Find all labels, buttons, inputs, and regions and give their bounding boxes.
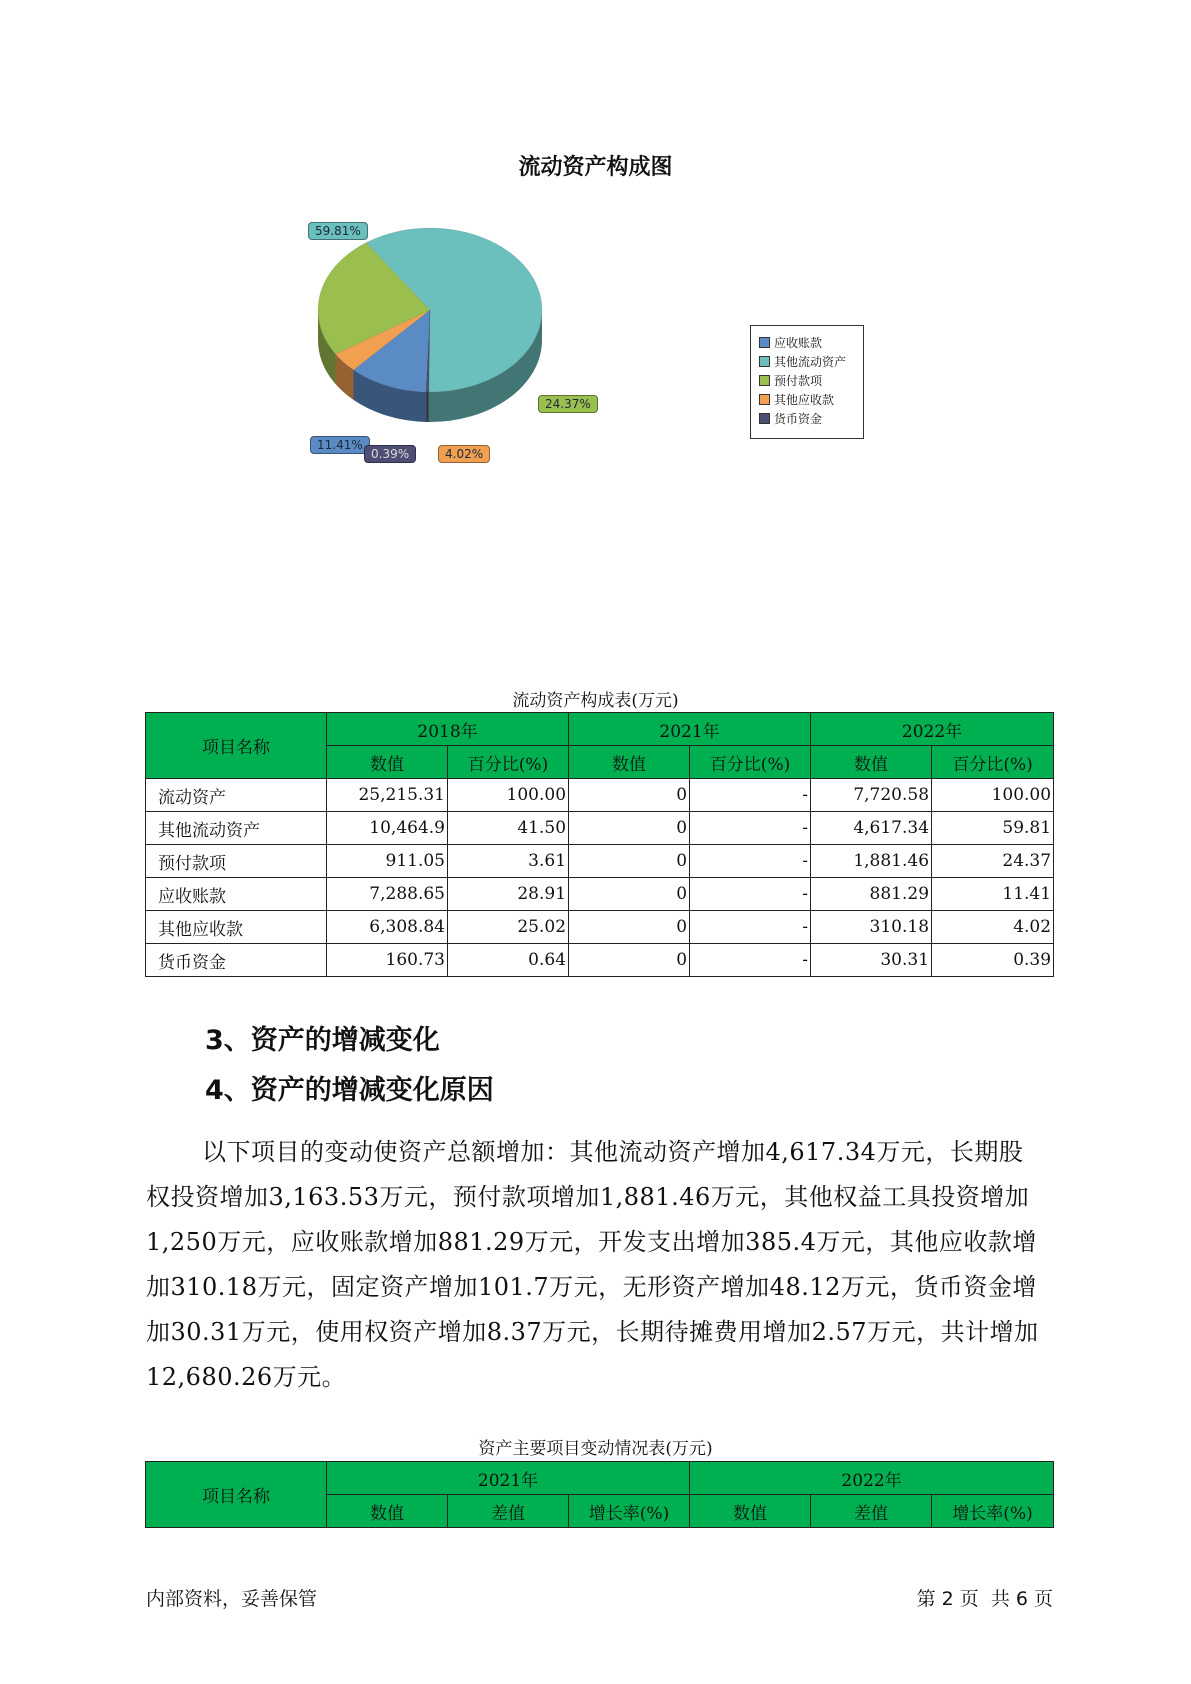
cell: 11.41 bbox=[932, 878, 1054, 911]
legend-item bbox=[759, 353, 846, 371]
cell: 0 bbox=[569, 845, 690, 878]
header-sub: 增长率(%) bbox=[932, 1495, 1054, 1528]
header-sub: 数值 bbox=[690, 1495, 811, 1528]
table-row bbox=[146, 944, 1054, 977]
row-name: 其他应收款 bbox=[146, 911, 327, 944]
row-name: 预付款项 bbox=[146, 845, 327, 878]
asset-change-table bbox=[145, 1461, 1054, 1528]
row-name: 货币资金 bbox=[146, 944, 327, 977]
header-sub: 差值 bbox=[811, 1495, 932, 1528]
header-item-name: 项目名称 bbox=[146, 713, 327, 779]
header-sub: 百分比(%) bbox=[932, 746, 1054, 779]
row-name: 应收账款 bbox=[146, 878, 327, 911]
header-sub: 差值 bbox=[448, 1495, 569, 1528]
header-sub: 数值 bbox=[811, 746, 932, 779]
pie-label-accounts-receivable: 11.41% bbox=[310, 436, 370, 454]
cell: 100.00 bbox=[448, 779, 569, 812]
table-row bbox=[146, 779, 1054, 812]
pie-label-other-current-assets: 59.81% bbox=[308, 222, 368, 240]
cell: - bbox=[690, 878, 811, 911]
cell: 10,464.9 bbox=[327, 812, 448, 845]
cell: - bbox=[690, 944, 811, 977]
cell: - bbox=[690, 911, 811, 944]
header-year: 2021年 bbox=[569, 713, 811, 746]
table2-caption: 资产主要项目变动情况表(万元) bbox=[478, 1439, 713, 1459]
cell: - bbox=[690, 845, 811, 878]
header-sub: 数值 bbox=[327, 1495, 448, 1528]
header-sub: 百分比(%) bbox=[690, 746, 811, 779]
table-row bbox=[146, 845, 1054, 878]
header-year: 2021年 bbox=[327, 1462, 690, 1495]
cell: - bbox=[690, 812, 811, 845]
header-year: 2022年 bbox=[811, 713, 1054, 746]
header-sub: 数值 bbox=[569, 746, 690, 779]
pie-label-other-receivables: 4.02% bbox=[438, 445, 490, 463]
legend-item bbox=[759, 391, 834, 409]
cell: 0 bbox=[569, 911, 690, 944]
cell: 1,881.46 bbox=[811, 845, 932, 878]
header-year: 2022年 bbox=[690, 1462, 1054, 1495]
cell: 0 bbox=[569, 812, 690, 845]
table1-caption: 流动资产构成表(万元) bbox=[512, 691, 679, 711]
header-year: 2018年 bbox=[327, 713, 569, 746]
section-heading-3: 3、资产的增减变化 bbox=[205, 1025, 440, 1056]
footer-confidential: 内部资料，妥善保管 bbox=[146, 1588, 318, 1610]
pie-label-prepayments: 24.37% bbox=[538, 395, 598, 413]
legend-swatch bbox=[759, 337, 770, 348]
cell: 4,617.34 bbox=[811, 812, 932, 845]
section-heading-4: 4、资产的增减变化原因 bbox=[205, 1075, 494, 1106]
cell: 881.29 bbox=[811, 878, 932, 911]
chart-title: 流动资产构成图 bbox=[518, 155, 673, 180]
legend-swatch bbox=[759, 375, 770, 386]
cell: 28.91 bbox=[448, 878, 569, 911]
legend-label: 预付款项 bbox=[774, 374, 823, 388]
row-name: 其他流动资产 bbox=[146, 812, 327, 845]
cell: - bbox=[690, 779, 811, 812]
cell: 4.02 bbox=[932, 911, 1054, 944]
cell: 0 bbox=[569, 878, 690, 911]
table-row bbox=[146, 812, 1054, 845]
cell: 7,288.65 bbox=[327, 878, 448, 911]
cell: 310.18 bbox=[811, 911, 932, 944]
table-row bbox=[146, 878, 1054, 911]
legend-label: 其他流动资产 bbox=[774, 355, 847, 369]
cell: 30.31 bbox=[811, 944, 932, 977]
cell: 7,720.58 bbox=[811, 779, 932, 812]
legend-item bbox=[759, 334, 822, 352]
cell: 41.50 bbox=[448, 812, 569, 845]
cell: 911.05 bbox=[327, 845, 448, 878]
legend-item bbox=[759, 410, 822, 428]
legend-label: 应收账款 bbox=[774, 336, 823, 350]
row-name: 流动资产 bbox=[146, 779, 327, 812]
cell: 59.81 bbox=[932, 812, 1054, 845]
header-item-name: 项目名称 bbox=[146, 1462, 327, 1528]
cell: 160.73 bbox=[327, 944, 448, 977]
header-sub: 数值 bbox=[327, 746, 448, 779]
legend-swatch bbox=[759, 394, 770, 405]
legend-label: 货币资金 bbox=[774, 412, 823, 426]
cell: 0 bbox=[569, 779, 690, 812]
table-row bbox=[146, 911, 1054, 944]
current-assets-table bbox=[145, 712, 1054, 977]
cell: 24.37 bbox=[932, 845, 1054, 878]
cell: 25,215.31 bbox=[327, 779, 448, 812]
legend-label: 其他应收款 bbox=[774, 393, 835, 407]
legend-item bbox=[759, 372, 822, 390]
pie-label-cash: 0.39% bbox=[364, 445, 416, 463]
cell: 6,308.84 bbox=[327, 911, 448, 944]
pie-wall-4 bbox=[426, 392, 429, 422]
cell: 3.61 bbox=[448, 845, 569, 878]
header-sub: 百分比(%) bbox=[448, 746, 569, 779]
chart-legend bbox=[750, 325, 864, 439]
legend-swatch bbox=[759, 413, 770, 424]
cell: 25.02 bbox=[448, 911, 569, 944]
cell: 0.39 bbox=[932, 944, 1054, 977]
legend-swatch bbox=[759, 356, 770, 367]
cell: 0.64 bbox=[448, 944, 569, 977]
body-paragraph: 以下项目的变动使资产总额增加：其他流动资产增加4,617.34万元，长期股权投资增加3,163.53万元，预付款项增加1,881.46万元，其他权益工具投资增加1,250万元，应收账款增加881.29万元，开发支出增加385.4万元，其他应收款增加310.18万元，固定资产增加101.7万元，无形资产增加48.12万元，货币资金增加30.31万元，使用权资产增加8.37万元，长期待摊费用增加2.57万元，共计增加12,680.26万元。 bbox=[146, 1138, 1039, 1391]
cell: 100.00 bbox=[932, 779, 1054, 812]
cell: 0 bbox=[569, 944, 690, 977]
footer-page-number: 第 2 页 共 6 页 bbox=[916, 1588, 1053, 1610]
header-sub: 增长率(%) bbox=[569, 1495, 690, 1528]
